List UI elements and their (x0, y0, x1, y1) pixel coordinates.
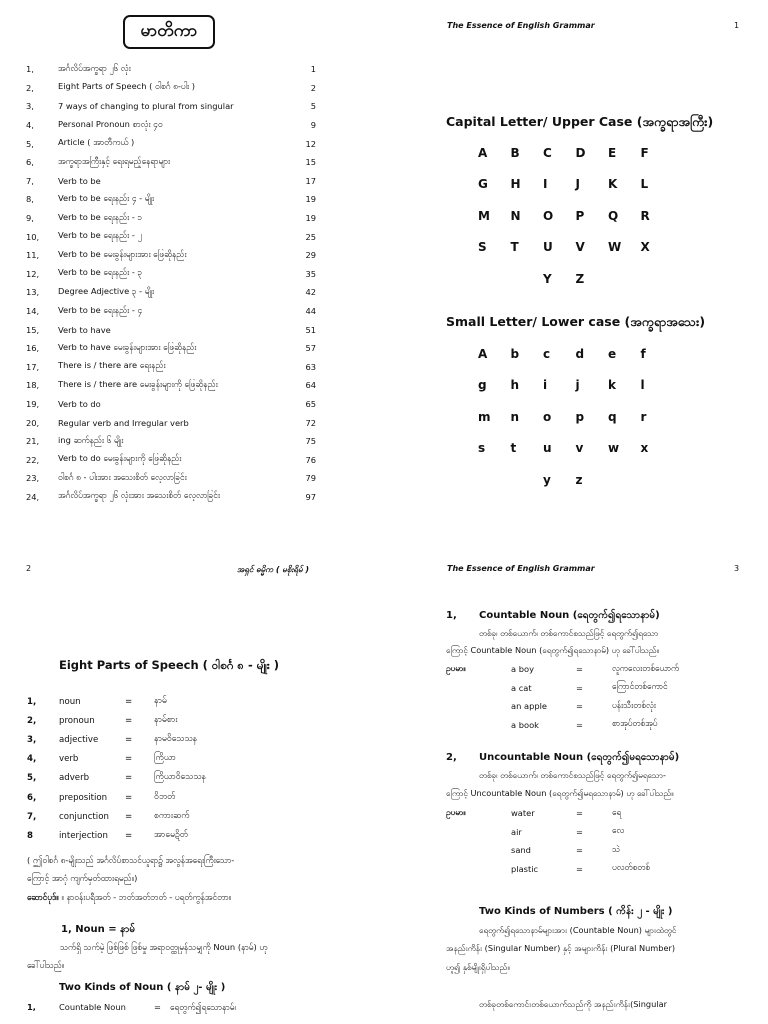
toc-item (26, 358, 316, 377)
letter: g (478, 378, 487, 393)
equals-sign: = (125, 773, 133, 784)
toc-item-page: 51 (305, 324, 316, 335)
kinds-row (27, 1002, 236, 1015)
part-number: 1, (27, 696, 37, 707)
part-of-speech-row (27, 788, 274, 807)
letter: H (510, 177, 521, 192)
example-myanmar: ပန်းသီးတစ်လုံး (612, 699, 656, 710)
example-myanmar: ရေ (612, 806, 622, 817)
equals-sign: = (125, 754, 133, 765)
toc-page (0, 0, 384, 512)
toc-item-number: 20, (26, 417, 40, 428)
example-english: an apple (511, 701, 548, 711)
letter: p (575, 409, 585, 424)
letter-row (478, 401, 673, 433)
heading-text: Uncountable Noun (ရေတွက်၍မရသောနာမ်) (479, 752, 680, 763)
letter: B (510, 145, 520, 160)
toc-item-page: 76 (305, 454, 316, 465)
toc-item-label: Eight Parts of Speech ( ဝါစင်္ဂ ၈-ပါး ) (58, 81, 196, 92)
heading-num: 2, (446, 752, 457, 763)
letter: K (608, 177, 618, 192)
parts-of-speech-list (27, 692, 274, 846)
equals-sign: = (576, 701, 583, 711)
heading-text: Countable Noun (ရေတွက်၍ရသောနာမ်) (479, 610, 660, 621)
letter: t (510, 441, 517, 456)
toc-item-page: 29 (305, 250, 316, 261)
example-row (511, 841, 620, 859)
toc-item-number: 9, (26, 213, 34, 224)
page-number: 2 (26, 564, 32, 573)
toc-item (26, 376, 316, 395)
part-of-speech-row (27, 769, 274, 788)
row-en: Countable Noun (59, 1002, 126, 1012)
toc-item (26, 265, 316, 284)
letter: n (510, 409, 520, 424)
part-number: 3, (27, 734, 37, 745)
letter: Q (608, 208, 619, 223)
example-row (511, 716, 658, 734)
paragraph-line: ရေတွက်၍ရသောနာမ်များအား (Countable Noun) များထဲတွင် (479, 925, 677, 935)
toc-item-page: 19 (305, 194, 316, 205)
letter: F (640, 145, 649, 160)
page-header-title: The Essence of English Grammar (447, 564, 595, 573)
paragraph-line: သက်ရှိ သက်မဲ့ ဖြစ်ဖြစ် ဖြစ်မှု အရာဝတ္ထုမှန်သမျှကို Noun (နာမ်) ဟု (60, 942, 268, 952)
kinds-heading: Two Kinds of Noun ( နာမ် ၂- မျိုး ) (59, 982, 226, 993)
equals-sign: = (125, 792, 133, 803)
part-english: adverb (59, 773, 90, 784)
part-of-speech-row (27, 750, 274, 769)
part-myanmar: နာမ်စား (154, 714, 178, 725)
toc-item-label: Verb to be ရေးနည်း - ၃ (58, 267, 143, 278)
part-myanmar: ကြိယာဝိသေသန (154, 772, 206, 783)
part-english: preposition (59, 792, 108, 803)
letter-row (478, 338, 673, 370)
toc-item-page: 64 (305, 380, 316, 391)
letter: U (543, 240, 553, 255)
letter: h (510, 378, 520, 393)
part-number: 6, (27, 792, 37, 803)
toc-item (26, 209, 316, 228)
letter: f (640, 346, 646, 361)
part-myanmar: စကားဆက် (154, 810, 190, 821)
page-3 (384, 512, 768, 1024)
example-myanmar: သဲ (612, 843, 621, 854)
toc-item-page: 5 (310, 101, 316, 112)
toc-item-number: 16, (26, 343, 40, 354)
letter: w (608, 441, 620, 456)
example-row (511, 660, 679, 678)
example-myanmar: လူကလေးတစ်ယောက် (612, 662, 680, 673)
toc-item-page: 17 (305, 175, 316, 186)
example-row (511, 823, 624, 841)
paragraph-line: ကြောင့် Uncountable Noun (ရေတွက်၍မရသောနာမ်) ဟု ခေါ်ပါသည်။ (446, 788, 674, 798)
part-english: verb (59, 754, 79, 765)
toc-item (26, 60, 316, 79)
letter: d (575, 346, 585, 361)
letter: C (543, 145, 552, 160)
equals-sign: = (576, 845, 583, 855)
equals-sign: = (576, 808, 583, 818)
toc-item-number: 5, (26, 138, 34, 149)
paragraph-line: ( ဤဝါစင်္ဂ ၈-မျိုးသည် အင်္ဂလိပ်စာသင်ယူရာ၌ အလွန်အရေးကြီးသော- (27, 855, 235, 865)
toc-item-number: 2, (26, 82, 34, 93)
page-number: 3 (734, 564, 740, 573)
toc-item-number: 21, (26, 436, 40, 447)
letter: R (640, 208, 650, 223)
mnemonic-note (27, 892, 231, 905)
example-english: a book (511, 719, 539, 730)
toc-item-label: Article ( အာတီကယ် ) (58, 137, 135, 148)
part-english: conjunction (59, 811, 109, 822)
letter-row (478, 464, 673, 496)
letter-row (478, 433, 673, 465)
toc-item-number: 7, (26, 175, 34, 186)
toc-item-page: 97 (305, 491, 316, 502)
note-label: ဆောင်ပုဒ်။ (27, 892, 59, 902)
letter-row (478, 200, 673, 232)
toc-item-page: 25 (305, 231, 316, 242)
letter: P (575, 208, 585, 223)
letter: Z (575, 271, 585, 286)
toc-item-page: 79 (305, 473, 316, 484)
letter: u (543, 441, 552, 456)
toc-item-page: 65 (305, 398, 316, 409)
example-label: ဥပမာ။ (446, 663, 466, 673)
letter: i (543, 378, 548, 393)
toc-list (26, 60, 316, 506)
toc-item-label: Degree Adjective ၃ - မျိုး (58, 285, 155, 296)
toc-item (26, 134, 316, 153)
toc-item (26, 172, 316, 191)
example-english: a boy (511, 664, 534, 674)
letter: J (575, 177, 580, 192)
letter-row (478, 232, 673, 264)
toc-item-label: Verb to have (58, 324, 111, 335)
toc-item-page: 2 (310, 82, 316, 93)
part-myanmar: နာမ် (154, 695, 167, 706)
toc-item-page: 12 (305, 138, 316, 149)
uncountable-heading (446, 750, 679, 765)
toc-item-page: 42 (305, 287, 316, 298)
part-myanmar: ဝိဘတ် (154, 791, 176, 802)
toc-item (26, 153, 316, 172)
note-text: ။ နာဝန်းပရီအတ် - ဘတ်အတ်ဘတ် - ပရတ်ကွန်အင်တာ။ (58, 892, 232, 902)
toc-item-page: 63 (305, 361, 316, 372)
letter: V (575, 240, 585, 255)
example-myanmar: ကြောင်တစ်ကောင် (612, 681, 668, 691)
toc-item-label: Regular verb and Irregular verb (58, 417, 189, 428)
numbers-heading: Two Kinds of Numbers ( ကိန်း ၂ - မျိုး ) (479, 906, 673, 917)
example-english: sand (511, 845, 531, 855)
toc-item-number: 8, (26, 194, 34, 205)
toc-item-label: Verb to be ရေးနည်း - ၁ (58, 211, 143, 222)
example-english: plastic (511, 863, 539, 874)
part-myanmar: အာမေဍိတ် (154, 829, 189, 840)
paragraph-line: အနည်းကိန်း (Singular Number) နှင့် အများကိန်း (Plural Number) (446, 943, 676, 953)
toc-item (26, 79, 316, 98)
equals-sign: = (576, 863, 583, 874)
section-title: Eight Parts of Speech ( ဝါစင်္ဂ ၈ - မျိုး ) (59, 658, 279, 672)
toc-item (26, 97, 316, 116)
equals-sign: = (125, 830, 133, 841)
letter: I (543, 177, 548, 192)
letter: q (608, 409, 617, 424)
toc-item-page: 9 (310, 120, 316, 131)
letter: b (510, 346, 520, 361)
letter: s (478, 441, 486, 456)
part-of-speech-row (27, 807, 274, 826)
toc-item-number: 15, (26, 324, 40, 335)
letter: r (640, 409, 647, 424)
letter: A (478, 346, 488, 361)
page-1 (384, 0, 768, 512)
toc-item-number: 24, (26, 491, 40, 502)
part-number: 4, (27, 754, 37, 765)
toc-item-page: 19 (305, 213, 316, 224)
page-header-title: The Essence of English Grammar (447, 21, 595, 30)
letter: X (640, 240, 650, 255)
letter: T (510, 240, 519, 255)
toc-item-number: 22, (26, 454, 40, 465)
toc-item-number: 19, (26, 398, 40, 409)
toc-item (26, 283, 316, 302)
toc-item-number: 13, (26, 287, 40, 298)
toc-item (26, 413, 316, 432)
toc-item (26, 339, 316, 358)
toc-item-label: ing ဆက်နည်း ၆ မျိုး (58, 434, 124, 445)
toc-item-label: There is / there are မေးခွန်းများကို ဖြေဆိုနည်း (58, 378, 218, 389)
toc-item-label: Verb to do (58, 398, 101, 409)
part-number: 5, (27, 773, 37, 784)
part-myanmar: နာမဝိသေသန (154, 733, 198, 744)
toc-item-number: 6, (26, 157, 34, 168)
part-of-speech-row (27, 692, 274, 711)
toc-item (26, 302, 316, 321)
equals-sign: = (125, 696, 133, 707)
part-number: 2, (27, 715, 37, 726)
letter: W (608, 240, 622, 255)
toc-item-page: 35 (305, 268, 316, 279)
toc-item-label: Verb to be (58, 175, 101, 186)
letter: o (543, 409, 552, 424)
toc-item-number: 18, (26, 380, 40, 391)
letter: G (478, 177, 488, 192)
part-english: pronoun (59, 715, 95, 726)
toc-item-page: 57 (305, 343, 316, 354)
countable-heading (446, 608, 660, 623)
capital-letter-grid (478, 137, 673, 295)
toc-item-number: 11, (26, 250, 40, 261)
toc-item-label: Verb to be ရေးနည်း - ၄ (58, 304, 143, 315)
letter: D (575, 145, 586, 160)
paragraph-line: ကြောင့် Countable Noun (ရေတွက်၍ရသောနာမ်) ဟု ခေါ်ပါသည်။ (446, 645, 660, 655)
paragraph-line: တစ်ခု၊ တစ်ယောက်၊ တစ်ကောင်စသည်ဖြင့် ရေတွက်၍မရသော- (479, 770, 666, 780)
toc-item-label: Verb to be မေးခွန်းများအား ဖြေဆိုနည်း (58, 248, 187, 259)
letter: E (608, 145, 617, 160)
toc-item (26, 432, 316, 451)
letter: l (640, 378, 645, 393)
toc-item-page: 15 (305, 157, 316, 168)
toc-item-label: ဝါစင်္ဂ ၈ - ပါးအား အသေးစိတ် လေ့လာခြင်း (58, 471, 187, 482)
paragraph-line: တစ်ခုတစ်ကောင်းတစ်ယောက်သည်ကို အနည်းကိန်း(Singular (479, 999, 667, 1009)
letter: e (608, 346, 617, 361)
toc-item-number: 14, (26, 306, 40, 317)
heading-num: 1, (446, 610, 457, 621)
capital-letter-title: Capital Letter/ Upper Case (အက္ခရာအကြီး) (446, 114, 714, 129)
part-english: interjection (59, 830, 108, 841)
letter: Y (543, 271, 552, 286)
letter: A (478, 145, 488, 160)
part-english: noun (59, 696, 81, 707)
equals-sign: = (576, 826, 583, 837)
toc-item-number: 23, (26, 473, 40, 484)
paragraph-line: ဟူ၍ နှစ်မျိုးရှိပါသည်။ (446, 962, 510, 972)
example-english: water (511, 808, 535, 818)
example-row (511, 860, 650, 878)
part-of-speech-row (27, 826, 274, 845)
letter: k (608, 378, 616, 393)
letter: L (640, 177, 649, 192)
toc-item-label: Verb to do မေးခွန်းများကို ဖြေဆိုနည်း (58, 453, 182, 464)
toc-item-page: 44 (305, 306, 316, 317)
toc-item-label: Verb to have မေးခွန်းများအား ဖြေဆိုနည်း (58, 341, 197, 352)
toc-item-label: 7 ways of changing to plural from singular (58, 101, 234, 112)
toc-item-number: 3, (26, 101, 34, 112)
toc-item-label: Verb to be ရေးနည်း - ၂ (58, 230, 142, 241)
noun-heading: 1, Noun = နာမ် (61, 924, 136, 935)
toc-item-page: 72 (305, 417, 316, 428)
letter-row (478, 169, 673, 201)
letter: m (478, 409, 491, 424)
toc-item-number: 1, (26, 64, 34, 75)
example-myanmar: စာအုပ်တစ်အုပ် (612, 718, 658, 728)
paragraph-line: ကြောင့် အာဂုံ ကျက်မှတ်ထားရမည်။) (27, 873, 138, 883)
equals-sign: = (125, 811, 133, 822)
part-number: 7, (27, 811, 37, 822)
equals-sign: = (576, 682, 583, 693)
letter-row (478, 370, 673, 402)
toc-item (26, 395, 316, 414)
part-myanmar: ကြိယာ (154, 753, 176, 764)
example-row (511, 804, 621, 822)
letter-row (478, 263, 673, 295)
toc-item-label: အင်္ဂလိပ်အက္ခရာ ၂၆ လုံး (58, 62, 131, 73)
toc-item (26, 116, 316, 135)
part-of-speech-row (27, 730, 274, 749)
example-label: ဥပမာ။ (446, 807, 466, 817)
toc-item-number: 4, (26, 120, 34, 131)
toc-item-label: There is / there are ရေးနည်း (58, 360, 166, 371)
toc-item (26, 488, 316, 507)
letter: O (543, 208, 554, 223)
equals-sign: = (576, 719, 583, 730)
toc-item (26, 190, 316, 209)
page-number: 1 (734, 21, 740, 30)
letter: z (575, 472, 583, 487)
equals-sign: = (125, 734, 133, 745)
part-of-speech-row (27, 711, 274, 730)
example-english: air (511, 826, 522, 837)
part-number: 8 (27, 830, 33, 841)
example-myanmar: လေ (612, 825, 625, 835)
page-2 (0, 512, 384, 1024)
toc-item (26, 320, 316, 339)
page-header-author: အရှင် ဓမ္မိက ( မစိုးရိမ် ) (237, 565, 309, 574)
example-english: a cat (511, 682, 532, 693)
equals-sign: = (125, 715, 133, 726)
letter: N (510, 208, 521, 223)
toc-item-page: 75 (305, 436, 316, 447)
toc-item (26, 450, 316, 469)
toc-item (26, 469, 316, 488)
row-num: 1, (27, 1002, 36, 1012)
row-mm: ရေတွက်၍ရသောနာမ်၊ (170, 1002, 236, 1012)
toc-item (26, 227, 316, 246)
equals-sign: = (576, 664, 583, 674)
part-english: adjective (59, 734, 99, 745)
toc-item-number: 17, (26, 361, 40, 372)
toc-item-number: 12, (26, 268, 40, 279)
toc-item (26, 246, 316, 265)
letter: S (478, 240, 487, 255)
row-eq: = (154, 1002, 161, 1012)
example-row (511, 679, 668, 697)
example-myanmar: ပလတ်စတစ် (612, 862, 651, 872)
letter: j (575, 378, 580, 393)
letter: M (478, 208, 490, 223)
example-row (511, 697, 656, 715)
toc-item-label: အက္ခရာအကြီးနှင့် ရေးရမည့်နေရာများ (58, 155, 171, 166)
small-letter-grid (478, 338, 673, 496)
toc-item-number: 10, (26, 231, 40, 242)
toc-item-label: အင်္ဂလိပ်အက္ခရာ ၂၆ လုံးအား အသေးစိတ် လေ့လာခြင်း (58, 490, 221, 501)
toc-title: မာတိကာ (123, 15, 215, 49)
letter-row (478, 137, 673, 169)
paragraph-line: ခေါ်ပါသည်။ (27, 960, 65, 970)
letter: x (640, 441, 649, 456)
toc-item-label: Personal Pronoun စာလုံး ၄၀ (58, 118, 163, 129)
paragraph-line: တစ်ခု၊ တစ်ယောက်၊ တစ်ကောင်စသည်ဖြင့် ရေတွက်၍ရသော (479, 628, 659, 638)
letter: y (543, 472, 551, 487)
toc-item-label: Verb to be ရေးနည်း ၄ - မျိုး (58, 192, 155, 203)
toc-item-page: 1 (310, 64, 316, 75)
small-letter-title: Small Letter/ Lower case (အက္ခရာအသေး) (446, 314, 706, 329)
letter: c (543, 346, 551, 361)
letter: v (575, 441, 584, 456)
